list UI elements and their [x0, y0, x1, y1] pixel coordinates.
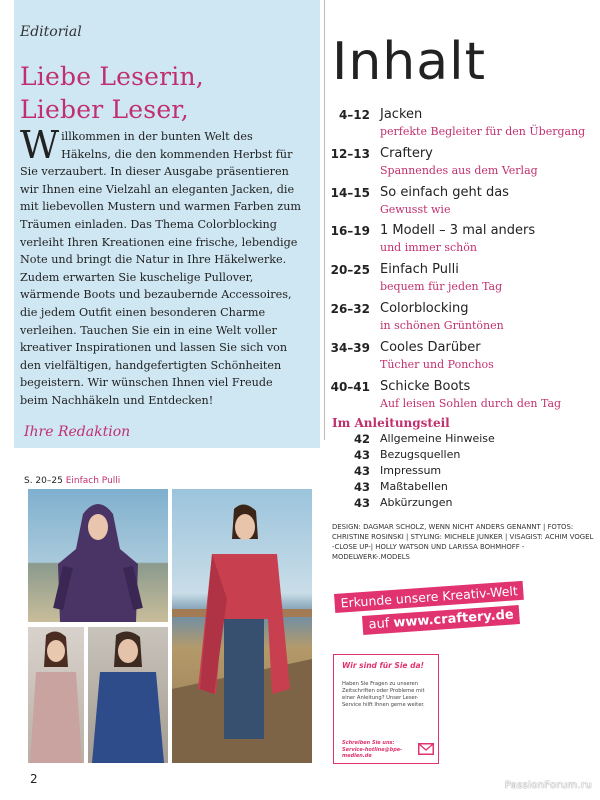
anleitung-title: Abkürzungen — [380, 496, 453, 509]
craftery-banner[interactable] — [332, 584, 546, 634]
anleitung-item[interactable] — [332, 432, 592, 448]
photo-rose-sweater — [28, 627, 84, 763]
editorial-title-line1: Liebe Leserin, — [20, 62, 204, 91]
anleitung-title: Impressum — [380, 464, 442, 477]
toc-entry[interactable] — [332, 341, 592, 380]
toc-pages: 12–13 — [330, 146, 370, 161]
photo-caption-title: Einfach Pulli — [65, 476, 121, 486]
anleitung-item[interactable] — [332, 480, 592, 496]
photo-caption-pages: S. 20–25 — [24, 476, 63, 486]
photo-blue-sweater — [88, 627, 168, 763]
banner-line2 — [362, 605, 520, 635]
toc-title: Schicke Boots — [380, 378, 471, 394]
anleitung-page: 43 — [353, 464, 370, 478]
banner-url[interactable]: www.craftery.de — [392, 607, 515, 631]
anleitung-page: 43 — [353, 496, 370, 510]
mail-icon — [418, 743, 434, 755]
editorial-signature: Ihre Redaktion — [24, 424, 131, 440]
editorial-body-text: illkommen in der bunten Welt des Häkelns, die den kommenden Herbst für Sie verzaubert. In dieser Ausgabe präsentieren wir Ihnen eine Vielzahl an eleganten Jacken, die mit liebevollen Mustern und warmen Farben zum Träumen einladen. Das Thema Colorblocking verleiht Ihren Kreationen eine frische, lebendige Note und bringt die Natur in Ihre Häkelwerke. Zudem erwarten Sie kuschelige Pullover, wärmende Boots und bezaubernde Accessoires, die jedem Outfit einen besonderen Charme verleihen. Tauchen Sie ein in eine Welt voller kreativer Inspirationen und lassen Sie sich von den vielfältigen, handgefertigten Schönheiten begeistern. Wir wünschen Ihnen viel Freude beim Nachhäkeln und Entdecken! — [20, 130, 302, 407]
contents-title: Inhalt — [332, 32, 486, 92]
toc-pages: 4–12 — [338, 108, 370, 122]
toc-pages: 40–41 — [330, 379, 370, 394]
anleitung-page: 43 — [353, 480, 370, 494]
toc-list — [332, 108, 592, 418]
toc-title: Craftery — [380, 145, 433, 161]
photo-blue-sweater-art — [88, 627, 168, 763]
toc-entry[interactable] — [332, 380, 592, 419]
contact-text: Haben Sie Fragen zu unseren Zeitschriften oder Probleme mit einer Anleitung? Unser Leser-Service hilft Ihnen gerne weiter. — [342, 681, 425, 708]
toc-subtitle: Auf leisen Sohlen durch den Tag — [380, 396, 562, 410]
toc-pages: 14–15 — [330, 185, 370, 200]
toc-pages: 20–25 — [330, 263, 370, 278]
editorial-dropcap: W — [20, 123, 60, 167]
photo-pink-cardigan — [172, 489, 312, 763]
toc-subtitle: Spannendes aus dem Verlag — [380, 163, 538, 177]
toc-subtitle: Gewusst wie — [380, 202, 451, 216]
toc-subtitle: und immer schön — [380, 241, 477, 255]
contact-box — [333, 654, 439, 764]
photo-credits: DESIGN: DAGMAR SCHOLZ, WENN NICHT ANDERS GENANNT | FOTOS: CHRISTINE ROSINSKI | STYLING: MICHELE JUNKER | VISAGIST: ACHIM VOGEL -CLOSE UP-| HOLLY WATSON UND LARISSA BOHMHOFF -MODELWERK-.MODELS — [332, 523, 594, 561]
photo-pink-cardigan-art — [172, 489, 312, 763]
toc-title: Colorblocking — [380, 300, 469, 316]
editorial-title — [20, 60, 204, 126]
toc-title: 1 Modell – 3 mal anders — [380, 223, 536, 239]
column-divider — [324, 0, 325, 440]
toc-pages: 34–39 — [330, 340, 370, 355]
contact-email[interactable]: Schreiben Sie uns: Service-hotline@bpe-medien.de — [342, 740, 403, 759]
photo-hooded-sweater-art — [28, 489, 168, 622]
toc-subtitle: bequem für jeden Tag — [380, 280, 503, 294]
toc-title: Cooles Darüber — [380, 339, 481, 355]
anleitung-item[interactable] — [332, 464, 592, 480]
toc-entry[interactable] — [332, 186, 592, 225]
banner-prefix: auf — [368, 615, 395, 633]
anleitung-page: 43 — [353, 448, 370, 462]
toc-entry[interactable] — [332, 224, 592, 263]
anleitung-heading: Im Anleitungsteil — [332, 416, 450, 430]
photo-rose-sweater-art — [28, 627, 84, 763]
toc-entry[interactable] — [332, 108, 592, 147]
toc-pages: 16–19 — [330, 224, 370, 239]
anleitung-item[interactable] — [332, 448, 592, 464]
watermark: PassionForum.ru — [504, 780, 592, 791]
toc-entry[interactable] — [332, 302, 592, 341]
toc-title: So einfach geht das — [380, 184, 509, 200]
anleitung-title: Bezugsquellen — [380, 448, 461, 461]
anleitung-list — [332, 432, 592, 512]
anleitung-page: 42 — [353, 432, 370, 446]
toc-subtitle: in schönen Grüntönen — [380, 318, 504, 332]
toc-title: Einfach Pulli — [380, 262, 459, 278]
page-number: 2 — [30, 772, 38, 786]
photo-hooded-sweater — [28, 489, 168, 622]
anleitung-title: Maßtabellen — [380, 480, 448, 493]
anleitung-title: Allgemeine Hinweise — [380, 432, 495, 445]
toc-subtitle: perfekte Begleiter für den Übergang — [380, 125, 586, 138]
contact-title: Wir sind für Sie da! — [342, 661, 424, 670]
toc-pages: 26–32 — [330, 301, 370, 316]
editorial-body — [20, 123, 302, 410]
toc-title: Jacken — [380, 107, 423, 122]
editorial-label: Editorial — [20, 24, 82, 40]
toc-entry[interactable] — [332, 263, 592, 302]
anleitung-item[interactable] — [332, 496, 592, 512]
banner-line1: Erkunde unsere Kreativ-Welt — [334, 581, 524, 613]
toc-entry[interactable] — [332, 147, 592, 186]
editorial-title-line2: Lieber Leser, — [20, 95, 189, 124]
photo-caption — [24, 476, 120, 486]
toc-subtitle: Tücher und Ponchos — [380, 357, 494, 371]
